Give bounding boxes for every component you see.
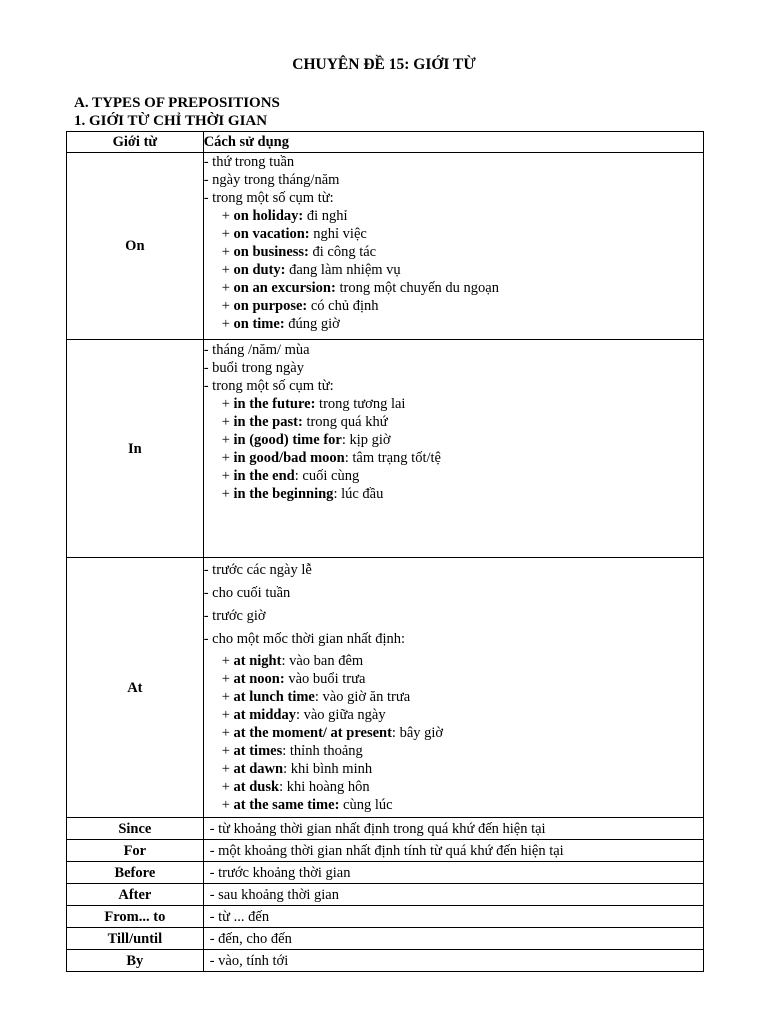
phrase-meaning: : tâm trạng tốt/tệ (344, 450, 441, 466)
phrase-meaning: : kịp giờ (341, 432, 391, 448)
table-row (67, 862, 704, 884)
usage-item: - cho cuối tuần (204, 582, 703, 605)
phrase-item: + on an excursion: trong một chuyến du ngoạn (221, 280, 499, 296)
preposition-cell: In (67, 340, 204, 558)
phrase-item: + at the moment/ at present: bây giờ (221, 725, 444, 741)
usage-item: - trước các ngày lễ (204, 559, 703, 582)
phrase-meaning: : vào ban đêm (281, 653, 364, 669)
prepositions-table (66, 131, 704, 972)
phrase-meaning: : khi hoàng hôn (279, 779, 370, 795)
preposition-cell: For (67, 840, 204, 862)
table-row (67, 906, 704, 928)
usage-cell (203, 153, 703, 340)
phrase-term: at the moment/ at present (233, 725, 392, 741)
phrase-term: at dawn (233, 761, 284, 777)
phrase-term: in the past: (233, 414, 303, 430)
table-row (67, 950, 704, 972)
section-heading-a: A. TYPES OF PREPOSITIONS (74, 95, 280, 111)
usage-item: - trước giờ (204, 605, 703, 628)
table-row (67, 928, 704, 950)
usage-item: - thứ trong tuần (204, 153, 703, 171)
phrase-meaning: : vào giữa ngày (295, 707, 386, 723)
phrase-term: in the beginning (233, 486, 334, 502)
usage-item: - cho một mốc thời gian nhất định: (204, 628, 703, 651)
phrase-term: at dusk (233, 779, 280, 795)
phrase-item: + on holiday: đi nghỉ (221, 208, 348, 224)
phrase-term: on business: (233, 244, 309, 260)
phrase-meaning: : khi bình minh (283, 761, 373, 777)
phrase-item: + at midday: vào giữa ngày (221, 707, 386, 723)
preposition-cell: At (67, 558, 204, 818)
usage-item: - ngày trong tháng/năm (204, 171, 703, 189)
phrase-term: on vacation: (233, 226, 310, 242)
phrase-meaning: : bây giờ (391, 725, 444, 741)
header-usage: Cách sử dụng (203, 132, 703, 153)
phrase-item: + in (good) time for: kịp giờ (221, 432, 391, 448)
phrase-item: + at noon: vào buổi trưa (221, 671, 366, 687)
phrase-term: at night (233, 653, 282, 669)
preposition-cell: After (67, 884, 204, 906)
phrase-term: on holiday: (233, 208, 304, 224)
phrase-item: + at lunch time: vào giờ ăn trưa (221, 689, 411, 705)
usage-item: - trong một số cụm từ: (204, 189, 703, 207)
phrase-item: + in the beginning: lúc đầu (221, 486, 384, 502)
table-row (67, 818, 704, 840)
table-header-row (67, 132, 704, 153)
document-title: CHUYÊN ĐỀ 15: GIỚI TỪ (292, 56, 476, 73)
phrase-meaning: đi nghỉ (303, 208, 348, 224)
usage-cell: - đến, cho đến (203, 928, 703, 950)
phrase-term: on duty: (233, 262, 286, 278)
table-row-in (67, 340, 704, 558)
phrase-item: + in good/bad moon: tâm trạng tốt/tệ (221, 450, 441, 466)
usage-cell: - từ khoảng thời gian nhất định trong quá khứ đến hiện tại (203, 818, 703, 840)
usage-cell: - sau khoảng thời gian (203, 884, 703, 906)
table-row (67, 840, 704, 862)
section-heading-1: 1. GIỚI TỪ CHỈ THỜI GIAN (74, 113, 268, 129)
phrase-meaning: trong một chuyến du ngoạn (335, 280, 499, 296)
phrase-term: at times (233, 743, 283, 759)
phrase-meaning: trong quá khứ (302, 414, 388, 430)
table-row (67, 884, 704, 906)
usage-cell: - trước khoảng thời gian (203, 862, 703, 884)
phrase-meaning: vào buổi trưa (284, 671, 366, 687)
phrase-term: in (good) time for (233, 432, 342, 448)
preposition-cell: From... to (67, 906, 204, 928)
phrase-meaning: trong tương lai (315, 396, 406, 412)
phrase-item: + on purpose: có chủ định (221, 298, 379, 314)
phrase-item: + at night: vào ban đêm (221, 653, 364, 669)
phrase-term: on an excursion: (233, 280, 336, 296)
phrase-term: on purpose: (233, 298, 308, 314)
phrase-item: + on business: đi công tác (221, 244, 377, 260)
phrase-item: + on duty: đang làm nhiệm vụ (221, 262, 401, 278)
phrase-term: in the future: (233, 396, 316, 412)
phrase-meaning: : cuối cùng (294, 468, 360, 484)
phrase-item: + in the past: trong quá khứ (221, 414, 388, 430)
phrase-item: + in the end: cuối cùng (221, 468, 360, 484)
phrase-item: + at dawn: khi bình minh (221, 761, 373, 777)
phrase-meaning: đi công tác (308, 244, 377, 260)
phrase-term: at midday (233, 707, 296, 723)
phrase-meaning: đúng giờ (284, 316, 340, 332)
preposition-cell: By (67, 950, 204, 972)
usage-cell (203, 340, 703, 558)
preposition-cell: Since (67, 818, 204, 840)
phrase-term: in good/bad moon (233, 450, 345, 466)
phrase-term: in the end (233, 468, 295, 484)
phrase-meaning: có chủ định (307, 298, 379, 314)
phrase-meaning: đang làm nhiệm vụ (285, 262, 401, 278)
phrase-item: + at dusk: khi hoàng hôn (221, 779, 370, 795)
table-row-on (67, 153, 704, 340)
header-preposition: Giới từ (67, 132, 204, 153)
phrase-term: at lunch time (233, 689, 315, 705)
phrase-item: + on time: đúng giờ (221, 316, 340, 332)
phrase-meaning: cùng lúc (339, 797, 393, 813)
phrase-item: + on vacation: nghỉ việc (221, 226, 367, 242)
phrase-term: at the same time: (233, 797, 340, 813)
usage-cell: - vào, tính tới (203, 950, 703, 972)
usage-item: - tháng /năm/ mùa (204, 341, 703, 359)
phrase-item: + at times: thỉnh thoảng (221, 743, 363, 759)
usage-cell: - từ ... đến (203, 906, 703, 928)
usage-cell: - một khoảng thời gian nhất định tính từ quá khứ đến hiện tại (203, 840, 703, 862)
preposition-cell: On (67, 153, 204, 340)
usage-item: - buổi trong ngày (204, 359, 703, 377)
phrase-meaning: nghỉ việc (309, 226, 367, 242)
usage-cell (203, 558, 703, 818)
table-row-at (67, 558, 704, 818)
usage-item: - trong một số cụm từ: (204, 377, 703, 395)
phrase-meaning: : thỉnh thoảng (282, 743, 363, 759)
preposition-cell: Till/until (67, 928, 204, 950)
phrase-term: on time: (233, 316, 285, 332)
phrase-item: + at the same time: cùng lúc (221, 797, 393, 813)
phrase-item: + in the future: trong tương lai (221, 396, 406, 412)
phrase-meaning: : vào giờ ăn trưa (314, 689, 411, 705)
phrase-meaning: : lúc đầu (333, 486, 384, 502)
preposition-cell: Before (67, 862, 204, 884)
phrase-term: at noon: (233, 671, 285, 687)
